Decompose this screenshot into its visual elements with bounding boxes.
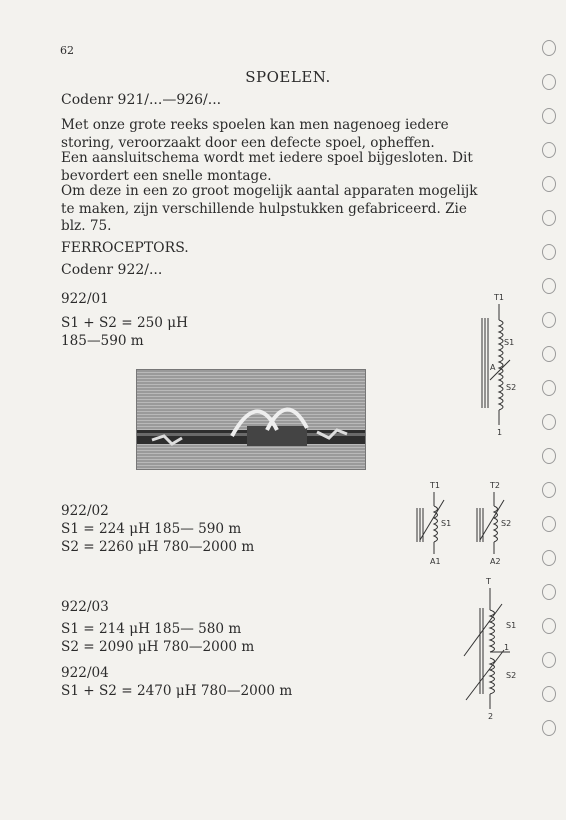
intro-paragraph-2 [61, 150, 521, 185]
item-code: 922/04 [61, 665, 109, 681]
binder-hole [542, 346, 556, 362]
binder-hole [542, 142, 556, 158]
binder-hole [542, 40, 556, 56]
binder-hole [542, 448, 556, 464]
binder-hole [542, 550, 556, 566]
item-922-01 [61, 290, 188, 350]
diagram-label: A [490, 363, 496, 372]
text-line: Een aansluitschema wordt met iedere spoel bijgesloten. Dit [61, 150, 473, 166]
binder-hole [542, 278, 556, 294]
item-spec-line: S1 + S2 = 250 μH [61, 315, 188, 331]
text-line: bevordert een snelle montage. [61, 167, 272, 184]
text-line: Om deze in een zo groot mogelijk aantal apparaten mogelijk [61, 183, 478, 199]
diagram-label: S2 [501, 519, 512, 528]
diagram-label: T [486, 577, 491, 586]
binder-hole [542, 720, 556, 736]
coil-diagram-922-01 [470, 290, 530, 440]
diagram-label: S1 [441, 519, 452, 528]
binder-hole [542, 516, 556, 532]
binder-hole [542, 584, 556, 600]
diagram-label: S1 [504, 338, 515, 347]
code-range: Codenr 921/...—926/... [61, 92, 222, 108]
diagram-label: 1 [497, 428, 503, 437]
item-code: 922/02 [61, 503, 109, 519]
diagram-label: S2 [506, 383, 517, 392]
item-922-03-04 [61, 598, 292, 700]
item-spec-line: S2 = 2260 μH 780—2000 m [61, 539, 255, 555]
item-spec-line: S1 = 214 μH 185— 580 m [61, 621, 242, 637]
binder-hole [542, 312, 556, 328]
binder-hole [542, 414, 556, 430]
diagram-label: T2 [490, 481, 500, 490]
diagram-label: S2 [506, 671, 517, 680]
binder-hole [542, 618, 556, 634]
diagram-label: A1 [430, 557, 441, 566]
intro-paragraph-3 [61, 183, 521, 236]
binder-hole [542, 244, 556, 260]
diagram-label: A2 [490, 557, 501, 566]
intro-paragraph-1 [61, 117, 521, 152]
binder-hole [542, 74, 556, 90]
coil-diagram-922-03 [458, 574, 528, 724]
page-heading: SPOELEN. [245, 68, 331, 86]
binder-hole [542, 108, 556, 124]
diagram-label: 1 [504, 643, 510, 652]
item-spec-line: S2 = 2090 μH 780—2000 m [61, 639, 255, 655]
ferroceptor-photo [136, 369, 366, 470]
item-spec-line: S1 + S2 = 2470 μH 780—2000 m [61, 683, 293, 699]
section-title: FERROCEPTORS. [61, 240, 189, 256]
binder-hole [542, 380, 556, 396]
item-spec-line: S1 = 224 μH 185— 590 m [61, 521, 242, 537]
text-line: Met onze grote reeks spoelen kan men nagenoeg iedere [61, 117, 449, 133]
item-spec-line: 185—590 m [61, 333, 144, 349]
text-line: storing, veroorzaakt door een defecte spoel, opheffen. [61, 134, 435, 151]
diagram-label: 2 [488, 712, 494, 721]
binder-hole [542, 210, 556, 226]
binder-holes [542, 30, 560, 790]
text-line: blz. 75. [61, 218, 112, 234]
diagram-label: T1 [430, 481, 440, 490]
item-code: 922/03 [61, 599, 109, 615]
coil-diagram-922-02 [408, 478, 528, 568]
text-line: te maken, zijn verschillende hulpstukken gefabriceerd. Zie [61, 200, 467, 217]
diagram-label: S1 [506, 621, 517, 630]
binder-hole [542, 652, 556, 668]
section-code: Codenr 922/... [61, 262, 163, 278]
binder-hole [542, 176, 556, 192]
item-922-02 [61, 502, 254, 556]
diagram-label: T1 [494, 293, 504, 302]
item-code: 922/01 [61, 291, 109, 307]
binder-hole [542, 686, 556, 702]
binder-hole [542, 482, 556, 498]
page-number: 62 [60, 44, 74, 57]
